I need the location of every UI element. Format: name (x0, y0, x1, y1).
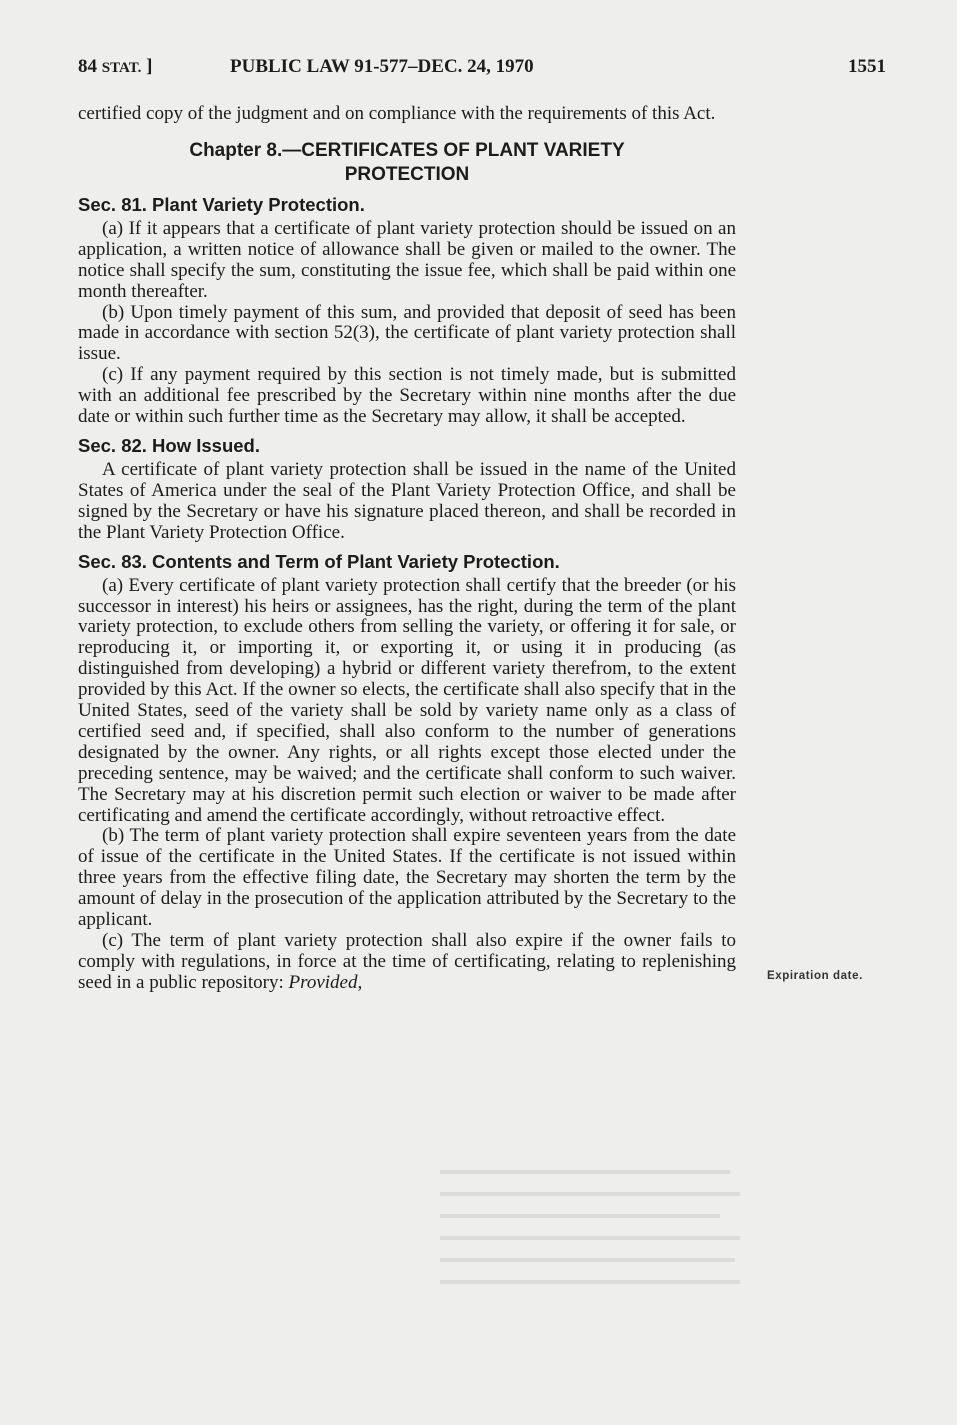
intro-paragraph: certified copy of the judgment and on compliance with the requirements of this Act. (78, 103, 716, 124)
bleed-through-texture (440, 1160, 740, 1310)
section-83-a: (a) Every certificate of plant variety protection shall certify that the breeder (or his successor in interest) his heirs or assignees, has the right, during the term of the plant variety protection, to exclude others from selling the variety, or offering it for sale, or reproducing it, or importing it, or exporting it, or using it in producing (as distinguished from developing) a hybrid or different variety therefrom, to the extent provided by this Act. If the owner so elects, the certificate shall also specify that in the United States, seed of the variety shall be sold by variety name only as a class of certified seed and, if specified, shall also conform to the number of generations designated by the owner. Any rights, or all rights except those elected under the preceding sentence, may be waived; and the certificate shall conform to such waiver. The Secretary may at his discretion permit such election or waiver to be made after certificating and amend the certificate accordingly, without retroactive effect. (78, 574, 736, 826)
statute-reference: 84 STAT. ] (78, 56, 153, 77)
section-83-c: (c) The term of plant variety protection shall also expire if the owner fails to comply with regulations, in force at the time of certificating, relating to replenishing seed in a public repository: Provided, (78, 930, 736, 993)
section-83-heading: Sec. 83. Contents and Term of Plant Variety Protection. (78, 550, 560, 572)
section-81-b: (b) Upon timely payment of this sum, and provided that deposit of seed has been made in accordance with section 52(3), the certificate of plant variety protection shall issue. (78, 301, 736, 365)
chapter-title: Chapter 8.—CERTIFICATES OF PLANT VARIETY PROTECTION (189, 139, 625, 185)
section-81-c: (c) If any payment required by this section is not timely made, but is submitted with an additional fee prescribed by the Secretary within nine months after the due date or within such further time as the Secretary may allow, it shall be accepted. (78, 364, 736, 428)
law-title: PUBLIC LAW 91-577–DEC. 24, 1970 (230, 56, 534, 77)
section-81-heading: Sec. 81. Plant Variety Protection. (78, 193, 365, 215)
section-81-a: (a) If it appears that a certificate of plant variety protection should be issued on an application, a written notice of allowance shall be given or mailed to the owner. The notice shall specify the sum, constituting the issue fee, which shall be paid within one month thereafter. (78, 217, 736, 302)
section-83-b: (b) The term of plant variety protection shall expire seventeen years from the date of issue of the certificate in the United States. If the certificate is not issued within three years from the effective filing date, the Secretary may shorten the term by the amount of delay in the prosecution of the application attributed by the Secretary to the applicant. (78, 825, 736, 931)
margin-note-expiration: Expiration date. (767, 970, 863, 982)
section-82-text: A certificate of plant variety protection shall be issued in the name of the United States of America under the seal of the Plant Variety Protection Office, and shall be signed by the Secretary or have his signature placed thereon, and shall be recorded in the Plant Variety Protection Office. (78, 458, 736, 543)
body-text (78, 104, 736, 994)
page-number: 1551 (848, 56, 886, 77)
running-head (78, 56, 886, 84)
section-82-heading: Sec. 82. How Issued. (78, 434, 260, 456)
